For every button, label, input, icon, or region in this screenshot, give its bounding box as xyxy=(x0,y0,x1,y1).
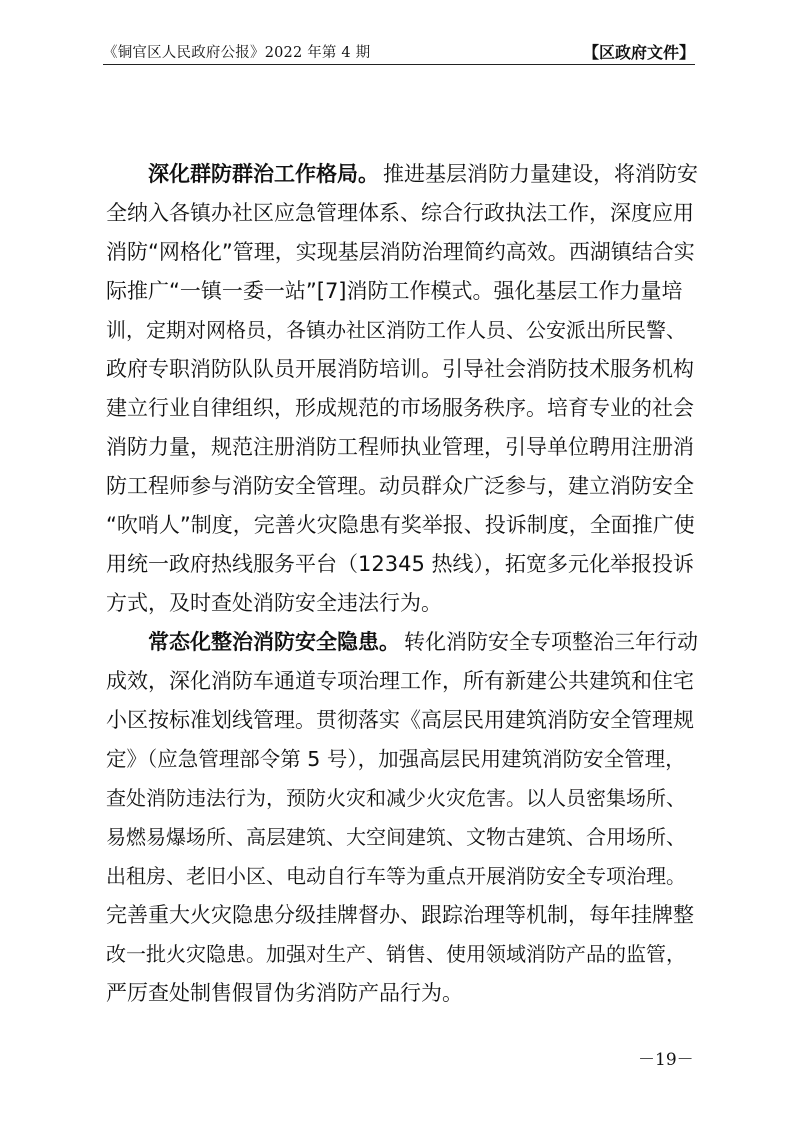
page-number: －19－ xyxy=(638,1050,694,1070)
paragraph-line: 全纳入各镇办社区应急管理体系、综合行政执法工作，深度应用 xyxy=(106,201,694,225)
paragraph-line: 建立行业自律组织，形成规范的市场服务秩序。培育专业的社会 xyxy=(106,396,694,420)
paragraph-line: 严厉查处制售假冒伪劣消防产品行为。 xyxy=(106,981,463,1005)
paragraph-line: 用统一政府热线服务平台（12345 热线），拓宽多元化举报投诉 xyxy=(106,552,694,576)
paragraph-text: 转化消防安全专项整治三年行动 xyxy=(404,630,698,654)
section-tag: 【区政府文件】 xyxy=(582,42,695,62)
paragraph-line: 改一批火灾隐患。加强对生产、销售、使用领域消防产品的监管， xyxy=(106,942,686,966)
paragraph-line: 消防“网格化”管理，实现基层消防治理简约高效。西湖镇结合实 xyxy=(106,240,695,264)
paragraph-line: 查处消防违法行为，预防火灾和减少火灾危害。以人员密集场所、 xyxy=(106,786,686,810)
paragraph-line: 定》（应急管理部令第 5 号），加强高层民用建筑消防安全管理， xyxy=(106,747,686,771)
page-header xyxy=(103,38,695,65)
paragraph-line xyxy=(148,626,698,658)
paragraph-line: 易燃易爆场所、高层建筑、大空间建筑、文物古建筑、合用场所、 xyxy=(106,825,686,849)
paragraph-text: 推进基层消防力量建设，将消防安 xyxy=(383,162,698,186)
paragraph-line: “吹哨人”制度，完善火灾隐患有奖举报、投诉制度，全面推广使 xyxy=(106,513,695,537)
paragraph-line: 完善重大火灾隐患分级挂牌督办、跟踪治理等机制，每年挂牌整 xyxy=(106,903,694,927)
paragraph-line: 训，定期对网格员，各镇办社区消防工作人员、公安派出所民警、 xyxy=(106,318,686,342)
paragraph-line: 出租房、老旧小区、电动自行车等为重点开展消防安全专项治理。 xyxy=(106,864,686,888)
paragraph-line: 防工程师参与消防安全管理。动员群众广泛参与，建立消防安全 xyxy=(106,474,694,498)
paragraph-line: 小区按标准划线管理。贯彻落实《高层民用建筑消防安全管理规 xyxy=(106,708,694,732)
paragraph-line: 政府专职消防队队员开展消防培训。引导社会消防技术服务机构 xyxy=(106,357,694,381)
paragraph-line: 成效，深化消防车通道专项治理工作，所有新建公共建筑和住宅 xyxy=(106,669,694,693)
paragraph-line: 际推广“一镇一委一站”[7]消防工作模式。强化基层工作力量培 xyxy=(106,279,683,303)
paragraph-line: 消防力量，规范注册消防工程师执业管理，引导单位聘用注册消 xyxy=(106,435,694,459)
section-heading: 常态化整治消防安全隐患。 xyxy=(148,630,400,654)
paragraph-line: 方式，及时查处消防安全违法行为。 xyxy=(106,591,442,615)
section-heading: 深化群防群治工作格局。 xyxy=(148,162,379,186)
paragraph-line xyxy=(148,158,698,190)
publication-title: 《铜官区人民政府公报》2022 年第 4 期 xyxy=(103,44,371,61)
